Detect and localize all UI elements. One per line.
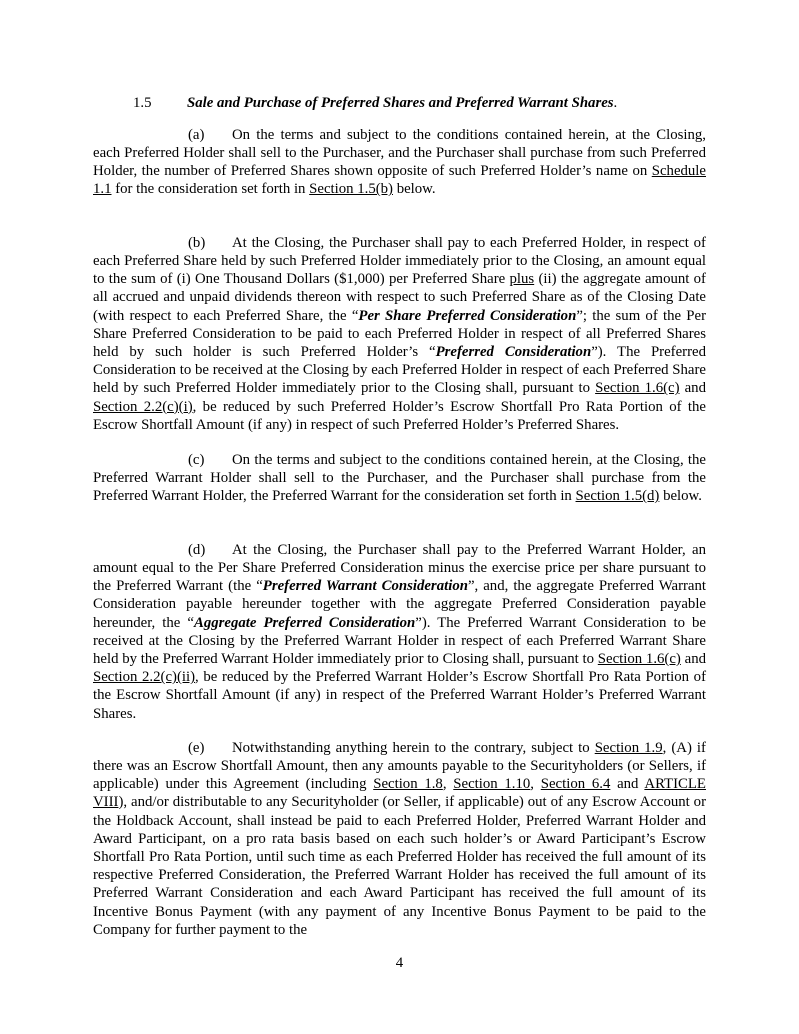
cross-reference-link[interactable]: Section 6.4 [540,776,611,793]
paragraph-text: , [530,776,541,793]
paragraph-text: On the terms and subject to the conditions contained herein, at the Closing, the Preferred Warrant Holder shall sell to the Purchaser, and the Purchaser shall purchase from the Preferred Warrant Holder, the Preferred Warrant for the consideration set forth in [93,451,706,505]
cross-reference-link[interactable]: Section 1.6(c) [597,651,681,668]
cross-reference-link[interactable]: Section 2.2(c)(i) [93,398,193,415]
paragraph-text: (ii) the aggregate amount of all accrued and unpaid dividends thereon with respect to such Preferred Share as of the Closing Date (with respect to each Preferred Share, the “ [93,271,706,324]
paragraph-text: below. [393,181,436,198]
paragraph-text: ”; the sum of the Per Share Preferred Consideration to be paid to each Preferred Holder in respect of all Preferred Shares held by such holder is such Preferred Holder’s “ [93,307,707,361]
paragraph-b [93,234,706,434]
paragraph-text: On the terms and subject to the conditions contained herein, at the Closing, each Preferred Holder shall sell to the Purchaser, and the Purchaser shall purchase from such Preferred Holder, the number of Preferred Shares shown opposite of such Preferred Holder’s name on [93,126,706,180]
paragraph-text: and [680,651,706,668]
cross-reference-link[interactable]: Section 1.5(b) [309,181,393,198]
paragraph-text: At the Closing, the Purchaser shall pay to each Preferred Holder, in respect of each Preferred Share held by such Preferred Holder immediately prior to the Closing, an amount equal to the sum of (i) One Thousand Dollars ($1,000) per Preferred Share [93,234,706,288]
paragraph-text: ), and/or distributable to any Securityholder (or Seller, if applicable) out of any Escrow Account or the Holdback Account, shall instead be paid to each Preferred Holder, Preferred Warrant Holder and Award Participant, on a pro rata basis based on each such holder’s or Award Participant’s Escrow Shortfall Pro Rata Portion, until such time as each Preferred Holder has received the full amount of its respective Preferred Consideration, the Preferred Warrant Holder has received the full amount of its Preferred Warrant Consideration and each Award Participant has received the full amount of its Incentive Bonus Payment (with any payment of any Incentive Bonus Payment to be paid to the Company for further payment to the [93,794,706,938]
paragraph-text: , be reduced by the Preferred Warrant Holder’s Escrow Shortfall Pro Rata Portion of the Escrow Shortfall Amount (if any) in respect of the Preferred Warrant Holder’s Preferred Warrant Shares. [93,669,706,722]
cross-reference-link[interactable]: Schedule 1.1 [93,163,706,198]
paragraph-label: (b) [188,234,206,251]
section-number: 1.5 [133,95,152,111]
paragraph-text: , (A) if there was an Escrow Shortfall Amount, then any amounts payable to the Securityholders (or Sellers, if applicable) under this Agreement (including [93,739,706,793]
paragraph-text: and [610,776,645,793]
paragraph-a [93,126,706,199]
paragraph-text: and [679,380,706,397]
defined-term: Preferred Warrant Consideration [262,578,468,595]
underlined-term: plus [509,271,535,288]
paragraph-text: ”). The Preferred Consideration to be received at the Closing by each Preferred Holder in respect of each Preferred Share held by such Preferred Holder immediately prior to the Closing shall, pursuant to [93,344,706,397]
cross-reference-link[interactable]: Section 2.2(c)(ii) [93,669,196,686]
paragraph-text: , be reduced by such Preferred Holder’s Escrow Shortfall Pro Rata Portion of the Escrow Shortfall Amount (if any) in respect of such Preferred Holder’s Preferred Shares. [93,398,706,433]
paragraph-d [93,541,706,723]
paragraph-c [93,451,706,506]
paragraph-text: ”). The Preferred Warrant Consideration to be received at the Closing by the Preferred Warrant Holder in respect of each Preferred Warrant Share held by the Preferred Warrant Holder immediately prior to Closing shall, pursuant to [93,614,706,668]
section-title: Sale and Purchase of Preferred Shares and Preferred Warrant Shares [187,95,614,111]
paragraph-text: ”, and, the aggregate Preferred Warrant Consideration payable hereunder together with the aggregate Preferred Consideration payable hereunder, the “ [93,578,707,631]
defined-term: Per Share Preferred Consideration [358,307,577,324]
cross-reference-link[interactable]: Section 1.8 [373,776,443,793]
cross-reference-link[interactable]: Section 1.9 [594,739,663,756]
cross-reference-link[interactable]: ARTICLE VIII [93,776,706,811]
paragraph-text: for the consideration set forth in [111,181,310,198]
cross-reference-link[interactable]: Section 1.10 [453,776,531,793]
paragraph-label: (c) [188,451,205,468]
paragraph-label: (a) [188,126,205,143]
cross-reference-link[interactable]: Section 1.5(d) [575,488,660,505]
section-heading [133,94,617,112]
paragraph-text: , [442,776,454,793]
paragraph-text: Notwithstanding anything herein to the contrary, subject to [232,739,595,756]
page-number: 4 [395,955,404,971]
paragraph-text: At the Closing, the Purchaser shall pay to the Preferred Warrant Holder, an amount equal to the Per Share Preferred Consideration minus the exercise price per share pursuant to the Preferred Warrant (the “ [93,541,706,595]
paragraph-text: below. [659,488,702,505]
paragraph-label: (e) [188,739,205,756]
paragraph-e [93,739,706,939]
section-title-period: . [613,95,618,111]
defined-term: Preferred Consideration [435,344,592,361]
paragraph-label: (d) [188,541,206,558]
defined-term: Aggregate Preferred Consideration [194,614,416,631]
cross-reference-link[interactable]: Section 1.6(c) [595,380,680,397]
